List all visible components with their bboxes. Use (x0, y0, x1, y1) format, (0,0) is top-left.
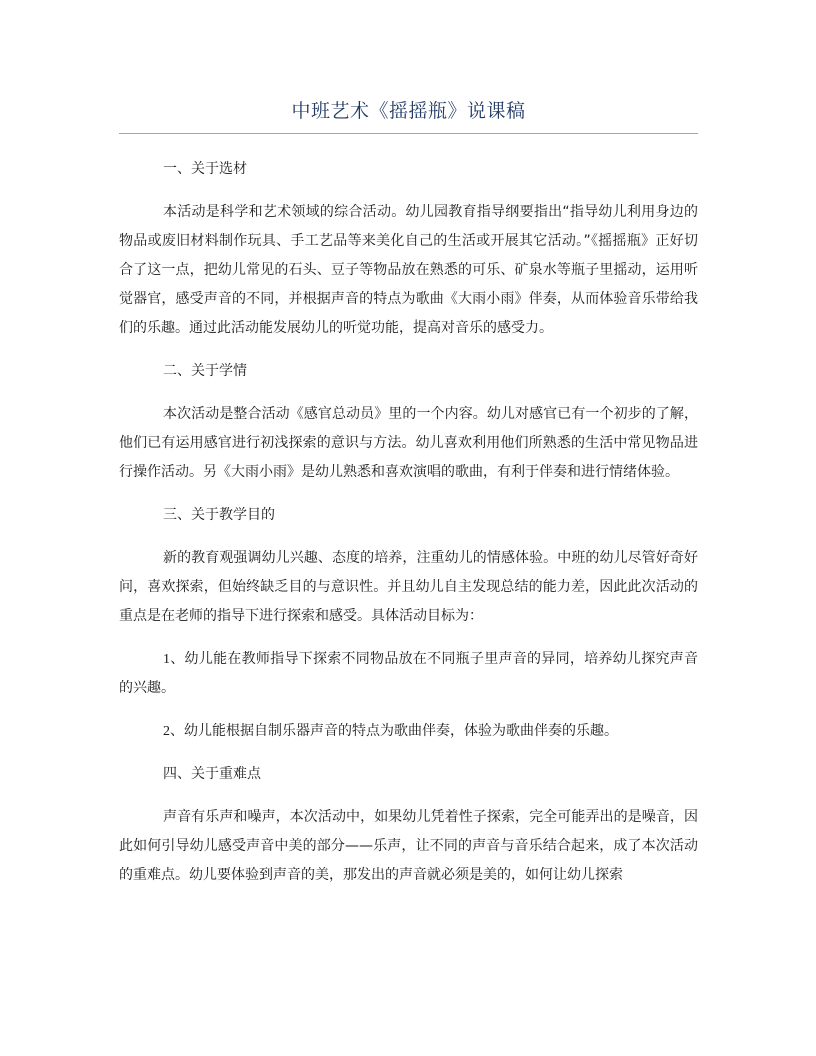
document-body (119, 155, 698, 904)
document-title: 中班艺术《摇摇瓶》说课稿 (291, 100, 526, 122)
goal-number: 2、 (163, 724, 184, 739)
goal-item (119, 645, 698, 703)
paragraph: 本次活动是整合活动《感官总动员》里的一个内容。幼儿对感官已有一个初步的了解，他们已有运用感官进行初浅探索的意识与方法。幼儿喜欢利用他们所熟悉的生活中常见物品进行操作活动。另《大雨小雨》是幼儿熟悉和喜欢演唱的歌曲，有利于伴奏和进行情绪体验。 (119, 406, 698, 480)
goal-item (119, 717, 698, 746)
goal-text: 幼儿能在教师指导下探索不同物品放在不同瓶子里声音的异同，培养幼儿探究声音的兴趣。 (119, 651, 699, 696)
section-heading: 四、关于重难点 (163, 766, 261, 782)
goal-text: 幼儿能根据自制乐器声音的特点为歌曲伴奏，体验为歌曲伴奏的乐趣。 (184, 723, 618, 739)
paragraph: 本活动是科学和艺术领域的综合活动。幼儿园教育指导纲要指出“指导幼儿利用身边的物品或废旧材料制作玩具、手工艺品等来美化自己的生活或开展其它活动。”《摇摇瓶》正好切合了这一点，把幼儿常见的石头、豆子等物品放在熟悉的可乐、矿泉水等瓶子里摇动，运用听觉器官，感受声音的不同，并根据声音的特点为歌曲《大雨小雨》伴奏，从而体验音乐带给我们的乐趣。通过此活动能发展幼儿的听觉功能，提高对音乐的感受力。 (119, 204, 698, 336)
paragraph: 新的教育观强调幼儿兴趣、态度的培养，注重幼儿的情感体验。中班的幼儿尽管好奇好问，喜欢探索，但始终缺乏目的与意识性。并且幼儿自主发现总结的能力差，因此此次活动的重点是在老师的指导下进行探索和感受。具体活动目标为： (119, 550, 698, 624)
paragraph: 声音有乐声和噪声，本次活动中，如果幼儿凭着性子探索，完全可能弄出的是噪音，因此如何引导幼儿感受声音中美的部分——乐声，让不同的声音与音乐结合起来，成了本次活动的重难点。幼儿要体验到声音的美，那发出的声音就必须是美的，如何让幼儿探索 (119, 809, 698, 883)
goal-number: 1、 (163, 652, 185, 667)
section-heading: 一、关于选材 (163, 161, 247, 177)
title-underline (119, 133, 698, 134)
section-heading: 三、关于教学目的 (163, 507, 275, 523)
section-heading: 二、关于学情 (163, 363, 247, 379)
